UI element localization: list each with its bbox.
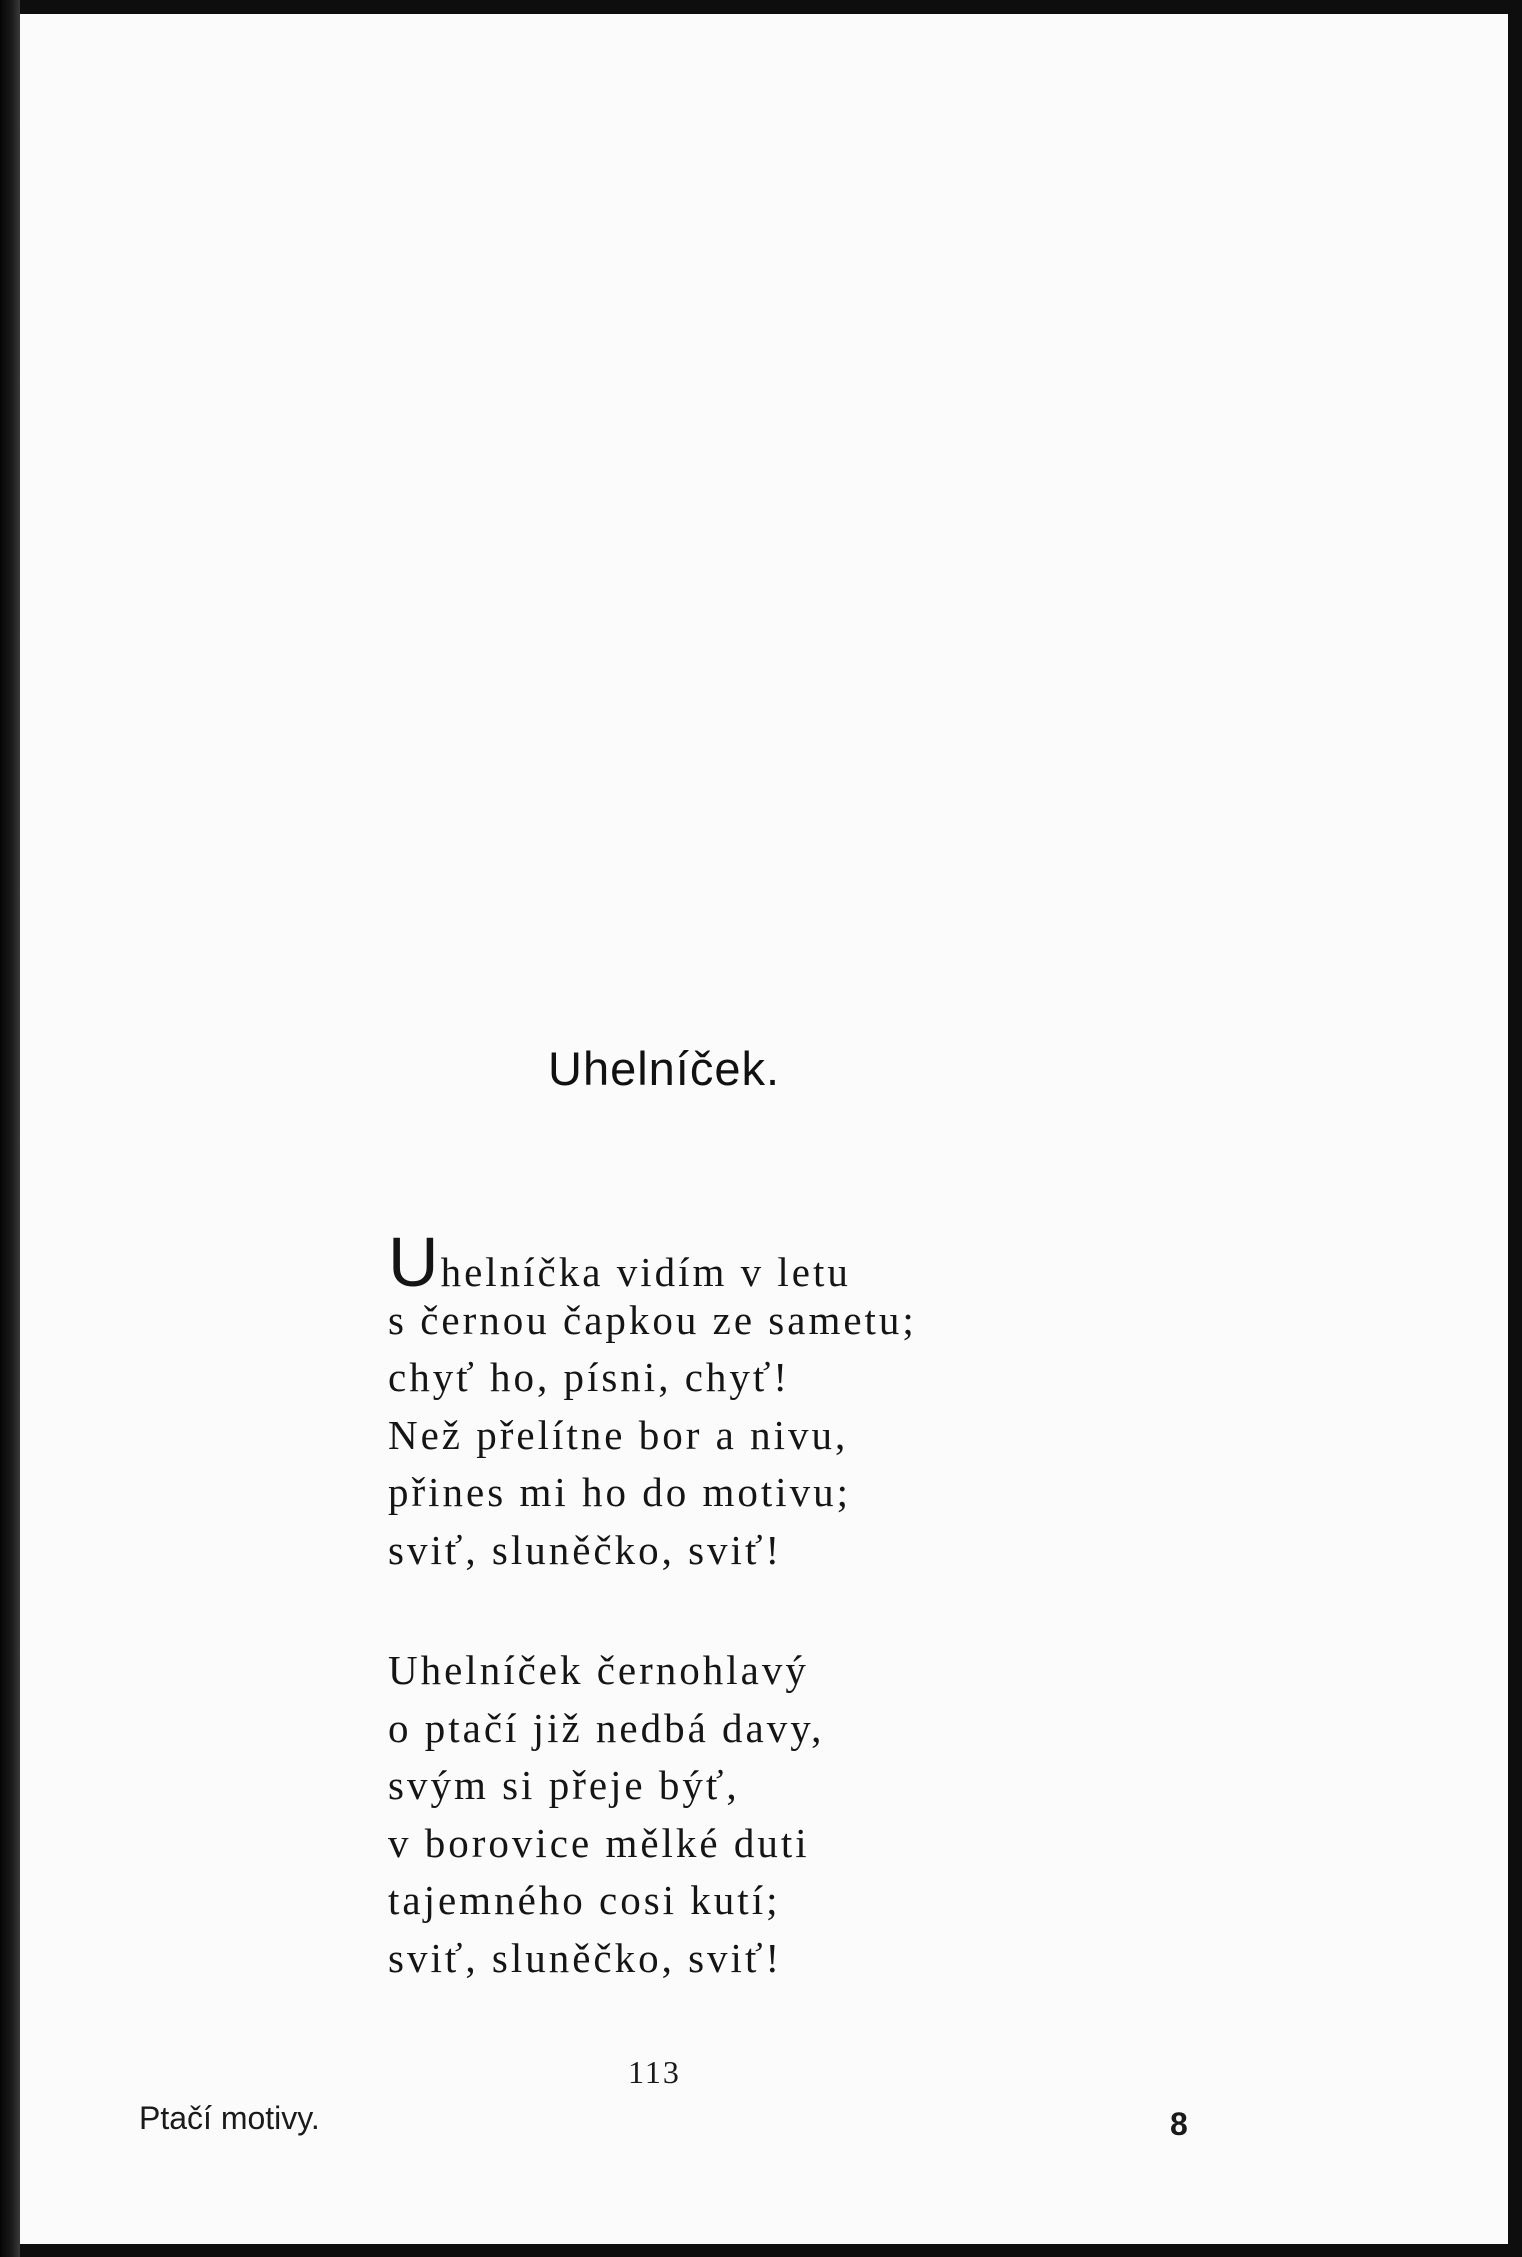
- page-number: 113: [628, 2054, 681, 2090]
- verse-line: tajemného cosi kutí;: [388, 1877, 781, 1923]
- verse-line: v borovice mělké duti: [388, 1819, 810, 1866]
- verse-line: s černou čapkou ze sametu;: [388, 1296, 917, 1343]
- verse-line: Uhelníček černohlavý: [388, 1647, 809, 1693]
- stanza-2: [388, 1642, 824, 1987]
- verse-line: sviť, sluněčko, sviť!: [388, 1934, 783, 1981]
- book-binding-edge: [0, 0, 20, 2257]
- stanza-1: [388, 1223, 917, 1579]
- verse-line: [388, 1223, 917, 1301]
- verse-line: svým si přeje býť,: [388, 1762, 740, 1808]
- drop-cap: U: [388, 1223, 439, 1301]
- poem-title: Uhelníček.: [548, 1042, 781, 1095]
- verse-line-text: helníčka vidím v letu: [440, 1249, 851, 1295]
- verse-line: sviť, sluněčko, sviť!: [388, 1526, 783, 1573]
- printer-signature-title: Ptačí motivy.: [139, 2100, 320, 2136]
- verse-line: o ptačí již nedbá davy,: [388, 1704, 825, 1751]
- verse-line: Než přelítne bor a nivu,: [388, 1411, 849, 1458]
- book-page: [20, 14, 1508, 2244]
- printer-signature-number: 8: [1170, 2106, 1188, 2142]
- verse-line: chyť ho, písni, chyť!: [388, 1354, 791, 1400]
- verse-line: přines mi ho do motivu;: [388, 1469, 852, 1515]
